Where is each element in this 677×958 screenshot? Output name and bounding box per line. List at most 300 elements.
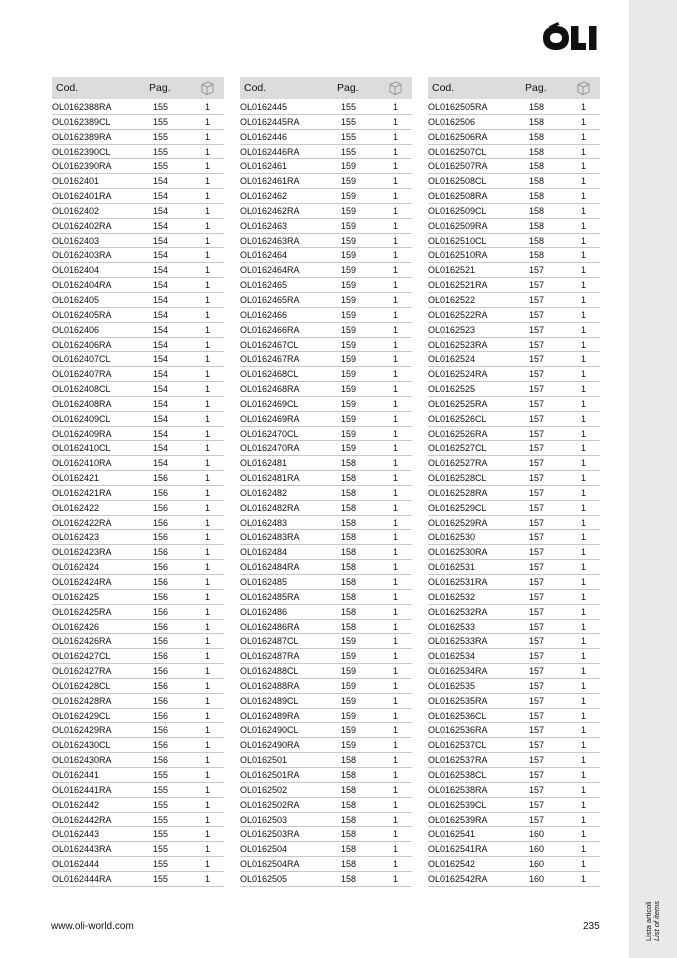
item-qty: 1 [581,666,587,677]
item-code: OL0162506RA [428,131,488,142]
item-page: 159 [341,220,357,231]
table-row [240,634,412,649]
item-page: 157 [529,502,545,513]
item-code: OL0162444RA [52,873,112,884]
item-code: OL0162481 [240,458,288,469]
item-qty: 1 [581,146,587,157]
table-row [428,427,600,442]
item-qty: 1 [581,161,587,172]
table-row [52,575,224,590]
table-row [52,382,224,397]
item-page: 154 [153,398,169,409]
item-page: 156 [153,666,169,677]
item-page: 158 [341,502,357,513]
item-qty: 1 [205,755,211,766]
item-page: 159 [341,680,357,691]
item-page: 156 [153,591,169,602]
item-page: 159 [341,324,357,335]
item-qty: 1 [581,740,587,751]
item-qty: 1 [205,354,211,365]
table-row [428,590,600,605]
item-page: 159 [341,384,357,395]
table-row [428,412,600,427]
table-row [240,456,412,471]
item-page: 157 [529,666,545,677]
item-qty: 1 [581,784,587,795]
table-row [240,278,412,293]
item-qty: 1 [205,502,211,513]
item-page: 154 [153,384,169,395]
item-qty: 1 [205,710,211,721]
item-code: OL0162526RA [428,428,488,439]
table-row [428,189,600,204]
item-page: 159 [341,161,357,172]
table-row [52,486,224,501]
item-code: OL0162536CL [428,710,487,721]
item-page: 157 [529,680,545,691]
item-page: 158 [341,606,357,617]
item-page: 157 [529,324,545,335]
item-qty: 1 [393,859,399,870]
item-code: OL0162426 [52,621,100,632]
table-row [52,219,224,234]
item-code: OL0162525RA [428,398,488,409]
item-page: 156 [153,473,169,484]
item-page: 156 [153,740,169,751]
item-qty: 1 [393,695,399,706]
item-code: OL0162485RA [240,591,300,602]
item-qty: 1 [393,280,399,291]
table-row [52,516,224,531]
item-code: OL0162530 [428,532,476,543]
item-page: 160 [529,829,545,840]
item-code: OL0162390CL [52,146,111,157]
item-qty: 1 [205,814,211,825]
item-qty: 1 [205,562,211,573]
item-qty: 1 [393,309,399,320]
table-row [52,501,224,516]
item-qty: 1 [393,398,399,409]
table-row [240,679,412,694]
item-page: 156 [153,695,169,706]
table-row [52,753,224,768]
item-code: OL0162409CL [52,413,111,424]
item-qty: 1 [581,844,587,855]
item-page: 155 [341,102,357,112]
item-page: 154 [153,280,169,291]
item-code: OL0162445 [240,102,288,112]
item-page: 154 [153,191,169,202]
item-code: OL0162535 [428,680,476,691]
item-qty: 1 [581,458,587,469]
item-code: OL0162424RA [52,577,112,587]
item-page: 158 [529,161,545,172]
item-page: 159 [341,176,357,187]
item-code: OL0162502 [240,784,288,795]
table-row [240,723,412,738]
item-code: OL0162542 [428,859,476,870]
item-code: OL0162533RA [428,636,488,647]
table-row [428,634,600,649]
item-code: OL0162487CL [240,636,299,647]
table-row [52,159,224,174]
item-code: OL0162485 [240,577,288,587]
item-code: OL0162464RA [240,265,300,276]
item-qty: 1 [205,636,211,647]
item-code: OL0162522RA [428,309,488,320]
table-row [428,575,600,590]
item-page: 154 [153,294,169,305]
item-code: OL0162405 [52,294,100,305]
item-page: 157 [529,725,545,736]
item-page: 155 [153,814,169,825]
table-row [52,813,224,828]
item-qty: 1 [205,784,211,795]
item-page: 158 [341,829,357,840]
table-row [428,827,600,842]
item-qty: 1 [581,606,587,617]
item-code: OL0162504RA [240,859,300,870]
item-page: 157 [529,517,545,528]
item-page: 157 [529,294,545,305]
table-row [52,827,224,842]
item-qty: 1 [581,131,587,142]
table-row [240,234,412,249]
table-row [428,709,600,724]
item-code: OL0162461RA [240,176,300,187]
table-row [240,842,412,857]
item-qty: 1 [581,280,587,291]
item-qty: 1 [581,769,587,780]
table-row [428,263,600,278]
item-qty: 1 [581,502,587,513]
item-code: OL0162401 [52,176,100,187]
item-code: OL0162464 [240,250,288,261]
item-page: 156 [153,621,169,632]
item-qty: 1 [205,384,211,395]
table-row [428,293,600,308]
item-page: 154 [153,235,169,246]
item-code: OL0162542RA [428,873,488,884]
item-page: 157 [529,458,545,469]
item-page: 154 [153,265,169,276]
table-row [52,441,224,456]
item-page: 155 [153,859,169,870]
item-qty: 1 [205,666,211,677]
item-code: OL0162509CL [428,205,487,216]
item-page: 157 [529,443,545,454]
item-code: OL0162539RA [428,814,488,825]
item-page: 156 [153,636,169,647]
table-row [428,753,600,768]
item-qty: 1 [205,324,211,335]
item-qty: 1 [205,769,211,780]
item-code: OL0162406RA [52,339,112,350]
item-page: 159 [341,339,357,350]
item-code: OL0162403RA [52,250,112,261]
item-qty: 1 [393,102,399,112]
item-qty: 1 [205,220,211,231]
item-qty: 1 [393,384,399,395]
table-row [52,100,224,115]
item-page: 155 [153,784,169,795]
item-qty: 1 [205,859,211,870]
item-code: OL0162536RA [428,725,488,736]
item-code: OL0162389RA [52,131,112,142]
item-qty: 1 [581,695,587,706]
item-code: OL0162528RA [428,487,488,498]
header-cod: Cod. [432,82,455,94]
item-code: OL0162401RA [52,191,112,202]
item-qty: 1 [393,591,399,602]
item-qty: 1 [393,502,399,513]
table-row [240,471,412,486]
item-code: OL0162407CL [52,354,111,365]
item-page: 159 [341,398,357,409]
item-page: 154 [153,324,169,335]
item-code: OL0162529RA [428,517,488,528]
item-page: 158 [341,769,357,780]
item-code: OL0162409RA [52,428,112,439]
item-qty: 1 [205,131,211,142]
table-row [52,709,224,724]
item-code: OL0162469RA [240,413,300,424]
item-code: OL0162468RA [240,384,300,395]
item-qty: 1 [205,844,211,855]
item-code: OL0162534 [428,651,476,662]
table-row [52,471,224,486]
item-code: OL0162463 [240,220,288,231]
table-row [52,590,224,605]
item-code: OL0162427CL [52,651,111,662]
item-code: OL0162425RA [52,606,112,617]
side-label-it: Lista articoli [644,901,653,941]
item-qty: 1 [393,487,399,498]
item-qty: 1 [205,369,211,380]
item-page: 158 [529,205,545,216]
item-qty: 1 [205,606,211,617]
item-page: 159 [341,710,357,721]
table-row [428,338,600,353]
item-code: OL0162508CL [428,176,487,187]
item-qty: 1 [393,710,399,721]
item-qty: 1 [205,740,211,751]
table-row [240,827,412,842]
item-page: 156 [153,725,169,736]
table-row [428,352,600,367]
item-qty: 1 [581,191,587,202]
item-page: 158 [529,220,545,231]
item-qty: 1 [581,309,587,320]
item-qty: 1 [393,577,399,587]
item-code: OL0162482 [240,487,288,498]
table-row [240,798,412,813]
item-qty: 1 [581,725,587,736]
item-code: OL0162402 [52,205,100,216]
table-row [240,738,412,753]
item-page: 158 [529,176,545,187]
item-qty: 1 [393,369,399,380]
item-qty: 1 [393,725,399,736]
table-row [428,441,600,456]
item-page: 159 [341,250,357,261]
table-row [240,649,412,664]
item-qty: 1 [205,339,211,350]
item-page: 155 [153,769,169,780]
item-page: 158 [341,577,357,587]
item-page: 158 [529,102,545,112]
item-page: 156 [153,547,169,558]
table-row [240,768,412,783]
item-page: 157 [529,354,545,365]
item-code: OL0162442RA [52,814,112,825]
item-code: OL0162521RA [428,280,488,291]
item-qty: 1 [205,428,211,439]
table-row [428,308,600,323]
item-qty: 1 [393,250,399,261]
item-code: OL0162525 [428,384,476,395]
table-row [240,664,412,679]
item-qty: 1 [393,755,399,766]
item-page: 155 [341,131,357,142]
item-page: 156 [153,606,169,617]
table-row [428,456,600,471]
table-row [240,516,412,531]
item-page: 157 [529,755,545,766]
table-row [240,115,412,130]
table-row [52,679,224,694]
table-row [240,382,412,397]
table-row [240,441,412,456]
table-row [428,278,600,293]
item-qty: 1 [581,873,587,884]
item-code: OL0162521 [428,265,476,276]
item-code: OL0162390RA [52,161,112,172]
item-code: OL0162522 [428,294,476,305]
table-row [428,174,600,189]
table-row [428,530,600,545]
item-page: 156 [153,651,169,662]
item-qty: 1 [205,146,211,157]
table-row [240,293,412,308]
item-page: 158 [341,755,357,766]
item-page: 157 [529,428,545,439]
items-table-3 [428,77,600,887]
item-page: 158 [341,591,357,602]
table-row [428,115,600,130]
item-qty: 1 [393,473,399,484]
item-code: OL0162508RA [428,191,488,202]
table-row [428,130,600,145]
table-row [428,694,600,709]
item-code: OL0162482RA [240,502,300,513]
item-code: OL0162408CL [52,384,111,395]
item-page: 157 [529,695,545,706]
item-code: OL0162529CL [428,502,487,513]
item-page: 157 [529,651,545,662]
item-page: 158 [529,131,545,142]
item-qty: 1 [581,220,587,231]
item-qty: 1 [205,413,211,424]
item-code: OL0162527CL [428,443,487,454]
item-qty: 1 [581,532,587,543]
item-code: OL0162505 [240,873,288,884]
item-code: OL0162404 [52,265,100,276]
item-qty: 1 [581,473,587,484]
item-code: OL0162532 [428,591,476,602]
item-page: 157 [529,740,545,751]
item-code: OL0162486 [240,606,288,617]
item-qty: 1 [581,829,587,840]
item-code: OL0162527RA [428,458,488,469]
item-qty: 1 [205,102,211,112]
item-qty: 1 [581,680,587,691]
item-code: OL0162423 [52,532,100,543]
item-page: 157 [529,591,545,602]
item-page: 157 [529,621,545,632]
item-qty: 1 [205,280,211,291]
item-page: 157 [529,769,545,780]
table-row [52,412,224,427]
table-row [52,723,224,738]
item-page: 157 [529,784,545,795]
table-row [428,798,600,813]
item-page: 158 [341,517,357,528]
item-code: OL0162403 [52,235,100,246]
table-row [52,605,224,620]
item-qty: 1 [393,621,399,632]
item-code: OL0162505RA [428,102,488,112]
item-code: OL0162443RA [52,844,112,855]
table-row [240,145,412,160]
table-row [428,679,600,694]
item-page: 158 [341,873,357,884]
item-qty: 1 [581,517,587,528]
item-qty: 1 [205,294,211,305]
item-code: OL0162539CL [428,799,487,810]
item-page: 158 [341,844,357,855]
item-page: 158 [341,532,357,543]
table-row [428,738,600,753]
item-page: 155 [153,161,169,172]
table-row [240,753,412,768]
item-qty: 1 [581,265,587,276]
oli-logo [542,22,602,54]
item-qty: 1 [581,710,587,721]
item-qty: 1 [581,577,587,587]
item-page: 159 [341,205,357,216]
item-code: OL0162523RA [428,339,488,350]
item-qty: 1 [393,517,399,528]
item-code: OL0162503 [240,814,288,825]
item-qty: 1 [581,116,587,127]
item-code: OL0162388RA [52,102,112,112]
item-page: 154 [153,443,169,454]
item-qty: 1 [393,339,399,350]
item-code: OL0162488RA [240,680,300,691]
item-page: 156 [153,487,169,498]
table-row [52,456,224,471]
item-code: OL0162481RA [240,473,300,484]
item-qty: 1 [581,636,587,647]
item-page: 157 [529,814,545,825]
header-pag: Pag. [337,82,359,94]
table-row [240,783,412,798]
item-qty: 1 [581,547,587,558]
item-page: 158 [341,487,357,498]
table-row [52,234,224,249]
item-code: OL0162466 [240,309,288,320]
